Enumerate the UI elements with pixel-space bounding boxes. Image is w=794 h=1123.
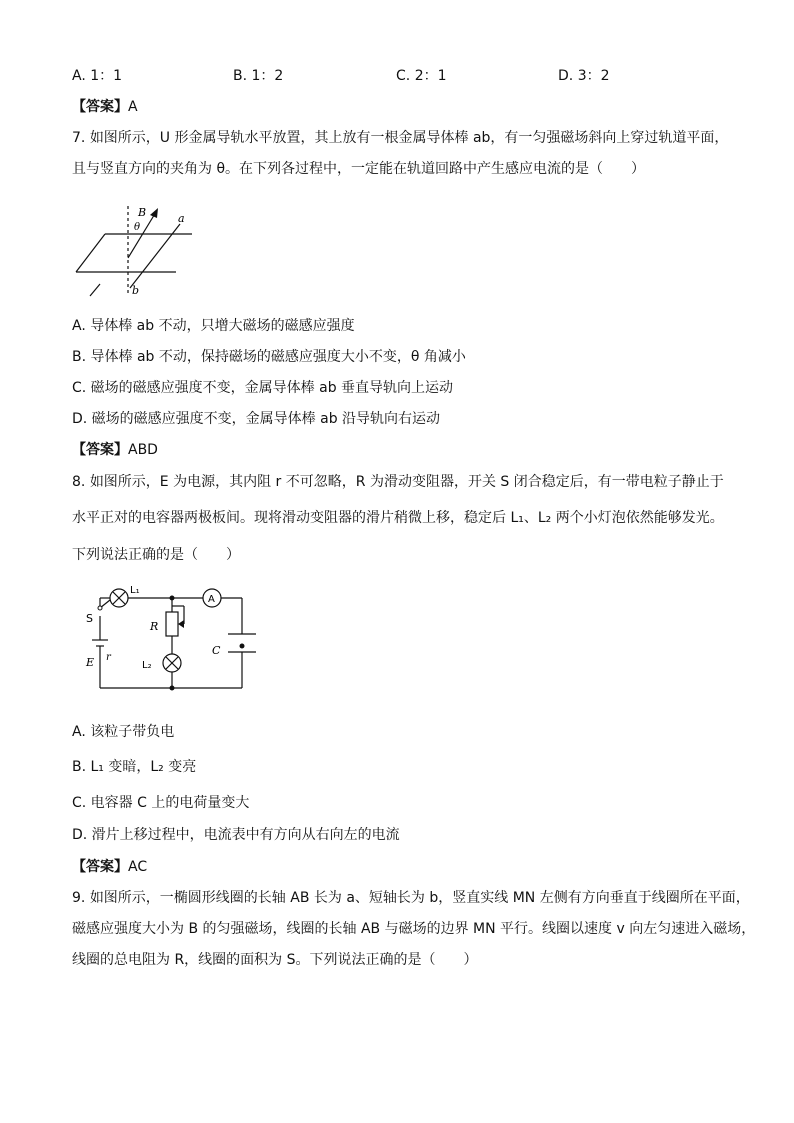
q6-answer: 【答案】A bbox=[72, 99, 138, 115]
q8-label-r: r bbox=[106, 652, 111, 663]
q8-label-L2: L₂ bbox=[142, 660, 152, 671]
q7-label-b: b bbox=[132, 284, 140, 297]
q6-option-a: A. 1：1 bbox=[72, 68, 123, 84]
q8-stem-line2: 水平正对的电容器两极板间。现将滑动变阻器的滑片稍微上移，稳定后 L₁、L₂ 两个小灯泡依然能够发光。 bbox=[72, 510, 724, 526]
q7-answer: 【答案】ABD bbox=[72, 442, 158, 458]
q7-rail-figure bbox=[70, 200, 210, 300]
q7-label-a: a bbox=[178, 212, 185, 225]
q8-circuit-figure bbox=[80, 582, 260, 694]
q8-ammeter-label: A bbox=[208, 594, 215, 605]
q7-option-c: C. 磁场的磁感应强度不变，金属导体棒 ab 垂直导轨向上运动 bbox=[72, 380, 454, 396]
q8-answer: 【答案】AC bbox=[72, 859, 148, 875]
q7-option-b: B. 导体棒 ab 不动，保持磁场的磁感应强度大小不变，θ 角减小 bbox=[72, 349, 466, 365]
q7-label-theta: θ bbox=[134, 222, 141, 233]
q8-label-E: E bbox=[86, 656, 95, 669]
q7-option-d: D. 磁场的磁感应强度不变，金属导体棒 ab 沿导轨向右运动 bbox=[72, 411, 441, 427]
q8-stem-line3: 下列说法正确的是（ ） bbox=[72, 547, 240, 563]
q8-option-c: C. 电容器 C 上的电荷量变大 bbox=[72, 795, 250, 811]
q8-label-R: R bbox=[150, 620, 159, 633]
q6-option-b: B. 1：2 bbox=[233, 68, 284, 84]
q6-option-c: C. 2：1 bbox=[396, 68, 447, 84]
q6-option-d: D. 3：2 bbox=[558, 68, 610, 84]
q8-label-L1: L₁ bbox=[130, 585, 140, 596]
q8-label-S: S bbox=[86, 612, 93, 625]
q9-stem-line2: 磁感应强度大小为 B 的匀强磁场，线圈的长轴 AB 与磁场的边界 MN 平行。线圈以速度 v 向左匀速进入磁场， bbox=[72, 921, 756, 937]
q8-stem-line1: 8. 如图所示，E 为电源，其内阻 r 不可忽略，R 为滑动变阻器，开关 S 闭合稳定后，有一带电粒子静止于 bbox=[72, 474, 724, 490]
q8-option-b: B. L₁ 变暗，L₂ 变亮 bbox=[72, 759, 197, 775]
q8-label-C: C bbox=[212, 644, 221, 657]
q7-option-a: A. 导体棒 ab 不动，只增大磁场的磁感应强度 bbox=[72, 318, 355, 334]
q9-stem-line1: 9. 如图所示，一椭圆形线圈的长轴 AB 长为 a、短轴长为 b，竖直实线 MN 左侧有方向垂直于线圈所在平面， bbox=[72, 890, 750, 906]
q7-stem-line1: 7. 如图所示，U 形金属导轨水平放置，其上放有一根金属导体棒 ab，有一匀强磁场斜向上穿过轨道平面， bbox=[72, 130, 729, 146]
q7-stem-line2: 且与竖直方向的夹角为 θ。在下列各过程中，一定能在轨道回路中产生感应电流的是（ ） bbox=[72, 161, 646, 177]
q8-option-a: A. 该粒子带负电 bbox=[72, 724, 175, 740]
q9-stem-line3: 线圈的总电阻为 R，线圈的面积为 S。下列说法正确的是（ ） bbox=[72, 952, 478, 968]
q8-option-d: D. 滑片上移过程中，电流表中有方向从右向左的电流 bbox=[72, 827, 400, 843]
q7-label-B: B bbox=[138, 206, 147, 219]
